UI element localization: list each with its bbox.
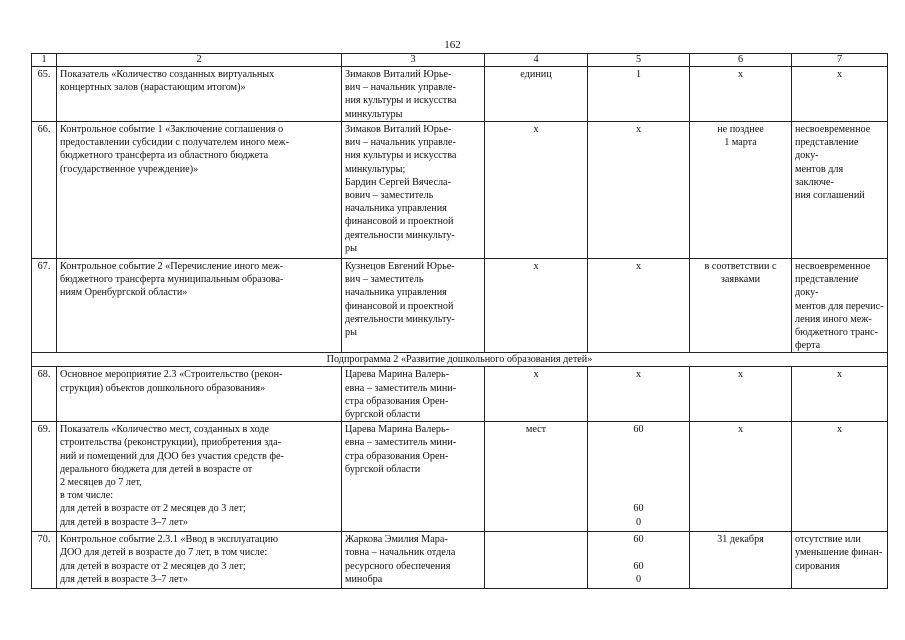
row-unit: х [485,259,588,353]
table-row [32,532,888,589]
row-term: х [690,422,792,532]
row-unit [485,532,588,589]
header-cell: 4 [485,54,588,67]
row-number: 68. [32,367,57,422]
header-cell: 7 [792,54,888,67]
row-number: 66. [32,122,57,259]
row-risk: х [792,367,888,422]
header-row [32,54,888,67]
row-number: 70. [32,532,57,589]
row-responsible: Кузнецов Евгений Юрье- вич – заместитель начальника управления финансовой и проектной деятельности минкульту- ры [342,259,485,353]
row-number: 65. [32,67,57,122]
row-risk: х [792,422,888,532]
row-value: х [588,367,690,422]
subprogram-title: Подпрограмма 2 «Развитие дошкольного образования детей» [32,353,888,367]
row-term: не позднее 1 марта [690,122,792,259]
row-risk: отсутствие или уменьшение финан- сирования [792,532,888,589]
row-unit: мест [485,422,588,532]
row-value: 60 60 0 [588,532,690,589]
row-value: 60 60 0 [588,422,690,532]
row-unit: х [485,367,588,422]
row-risk: несвоевременное представление доку- ментов для перечис- ления иного меж- бюджетного транс- ферта [792,259,888,353]
table-row [32,259,888,353]
row-term: х [690,67,792,122]
row-responsible: Зимаков Виталий Юрье- вич – начальник управле- ния культуры и искусства минкультуры [342,67,485,122]
header-cell: 2 [57,54,342,67]
row-responsible: Зимаков Виталий Юрье- вич – начальник управле- ния культуры и искусства минкультуры; Бардин Сергей Вячесла- вович – заместитель начальника управления финансовой и проектной деятельности минкульту- ры [342,122,485,259]
table-row [32,122,888,259]
row-term: в соответствии с заявками [690,259,792,353]
row-responsible: Жаркова Эмилия Мара- товна – начальник отдела ресурсного обеспечения минобра [342,532,485,589]
row-term: х [690,367,792,422]
header-cell: 1 [32,54,57,67]
row-name: Контрольное событие 2.3.1 «Ввод в эксплуатацию ДОО для детей в возрасте до 7 лет, в том числе: для детей в возрасте от 2 месяцев до 3 лет; для детей в возрасте 3–7 лет» [57,532,342,589]
row-value: 1 [588,67,690,122]
header-cell: 5 [588,54,690,67]
table-row [32,67,888,122]
row-value: х [588,259,690,353]
header-cell: 3 [342,54,485,67]
row-unit: единиц [485,67,588,122]
subprogram-row [32,353,888,367]
page-number: 162 [444,39,461,51]
row-value: х [588,122,690,259]
row-name: Контрольное событие 1 «Заключение соглашения о предоставлении субсидии с получателем иного меж- бюджетного трансферта из областного бюджета (государственное учреждение)» [57,122,342,259]
row-number: 69. [32,422,57,532]
row-name: Основное мероприятие 2.3 «Строительство (рекон- струкция) объектов дошкольного образования» [57,367,342,422]
control-events-table [31,53,888,589]
row-name: Показатель «Количество созданных виртуальных концертных залов (нарастающим итогом)» [57,67,342,122]
row-risk: х [792,67,888,122]
header-cell: 6 [690,54,792,67]
row-responsible: Царева Марина Валерь- евна – заместитель мини- стра образования Орен- бургской области [342,367,485,422]
row-risk: несвоевременное представление доку- ментов для заключе- ния соглашений [792,122,888,259]
row-term: 31 декабря [690,532,792,589]
row-unit: х [485,122,588,259]
row-responsible: Царева Марина Валерь- евна – заместитель мини- стра образования Орен- бургской области [342,422,485,532]
table-row [32,422,888,532]
table-row [32,367,888,422]
row-name: Контрольное событие 2 «Перечисление иного меж- бюджетного трансферта муниципальным образова- ниям Оренбургской области» [57,259,342,353]
row-name: Показатель «Количество мест, созданных в ходе строительства (реконструкции), приобретения зда- ний и помещений для ДОО без участия средств фе- дерального бюджета для детей в возрасте от 2 месяцев до 7 лет, в том числе: для детей в возрасте от 2 месяцев до 3 лет; для детей в возрасте 3–7 лет» [57,422,342,532]
row-number: 67. [32,259,57,353]
